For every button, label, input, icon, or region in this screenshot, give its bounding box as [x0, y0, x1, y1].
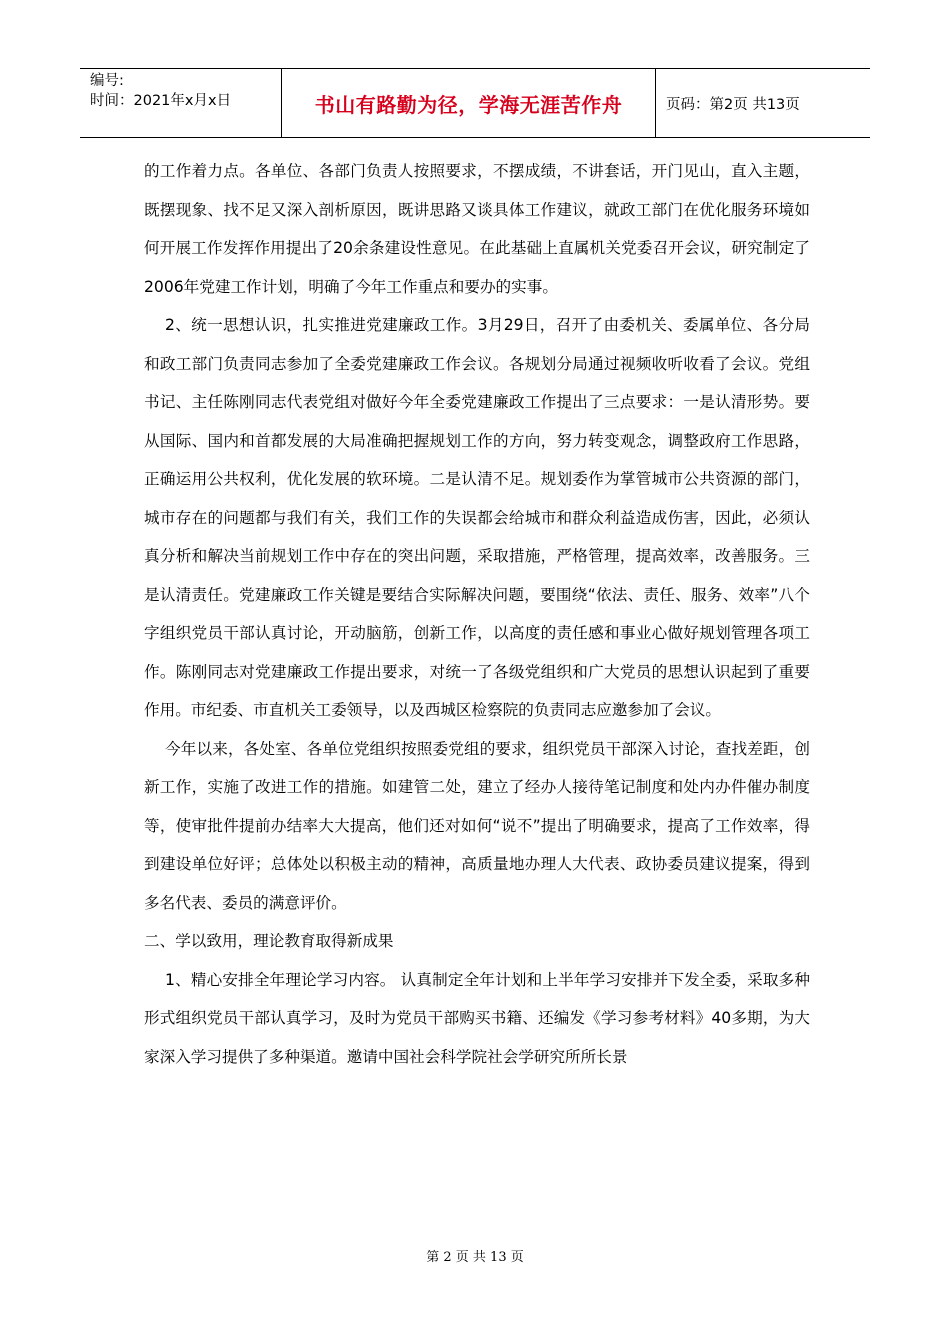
page-header [80, 68, 870, 138]
code-label: 编号: [90, 73, 124, 89]
header-motto: 书山有路勤为径，学海无涯苦作舟 [282, 69, 656, 137]
header-meta [80, 69, 282, 137]
paragraph-study-plan: 1、精心安排全年理论学习内容。 认真制定全年计划和上半年学习安排并下发全委，采取多种形式组织党员干部认真学习，及时为党员干部购买书籍、还编发《学习参考材料》40多期，为大家深入学习提供了多种渠道。邀请中国社会科学院社会学研究所所长景 [144, 970, 810, 1066]
document-body [144, 152, 810, 1076]
paragraph-party-building: 2、统一思想认识，扎实推进党建廉政工作。3月29日，召开了由委机关、委属单位、各分局和政工部门负责同志参加了全委党建廉政工作会议。各规划分局通过视频收听收看了会议。党组书记、主任陈刚同志代表党组对做好今年全委党建廉政工作提出了三点要求：一是认清形势。要从国际、国内和首都发展的大局准确把握规划工作的方向，努力转变观念，调整政府工作思路，正确运用公共权利，优化发展的软环境。二是认清不足。规划委作为掌管城市公共资源的部门，城市存在的问题都与我们有关，我们工作的失误都会给城市和群众利益造成伤害，因此，必须认真分析和解决当前规划工作中存在的突出问题，采取措施，严格管理，提高效率，改善服务。三是认清责任。党建廉政工作关键是要结合实际解决问题，要围绕“依法、责任、服务、效率”八个字组织党员干部认真讨论，开动脑筋，创新工作，以高度的责任感和事业心做好规划管理各项工作。陈刚同志对党建廉政工作提出要求，对统一了各级党组织和广大党员的思想认识起到了重要作用。市纪委、市直机关工委领导，以及西城区检察院的负责同志应邀参加了会议。 [144, 316, 810, 719]
paragraph-continuation: 的工作着力点。各单位、各部门负责人按照要求，不摆成绩，不讲套话，开门见山，直入主题，既摆现象、找不足又深入剖析原因，既讲思路又谈具体工作建议，就政工部门在优化服务环境如何开展工作发挥作用提出了20余条建设性意见。在此基础上直属机关党委召开会议，研究制定了2006年党建工作计划，明确了今年工作重点和要办的实事。 [144, 162, 810, 296]
page-footer: 第 2 页 共 13 页 [426, 1250, 524, 1265]
time-label: 时间：2021年x月x日 [90, 93, 232, 109]
section-heading: 二、学以致用，理论教育取得新成果 [144, 932, 394, 950]
header-page-info: 页码：第2页 共13页 [666, 96, 800, 113]
paragraph-improvements: 今年以来，各处室、各单位党组织按照委党组的要求，组织党员干部深入讨论，查找差距，创新工作，实施了改进工作的措施。如建管二处，建立了经办人接待笔记制度和处内办件催办制度等，使审批件提前办结率大大提高，他们还对如何“说不”提出了明确要求，提高了工作效率，得到建设单位好评；总体处以积极主动的精神，高质量地办理人大代表、政协委员建议提案，得到多名代表、委员的满意评价。 [144, 739, 810, 912]
